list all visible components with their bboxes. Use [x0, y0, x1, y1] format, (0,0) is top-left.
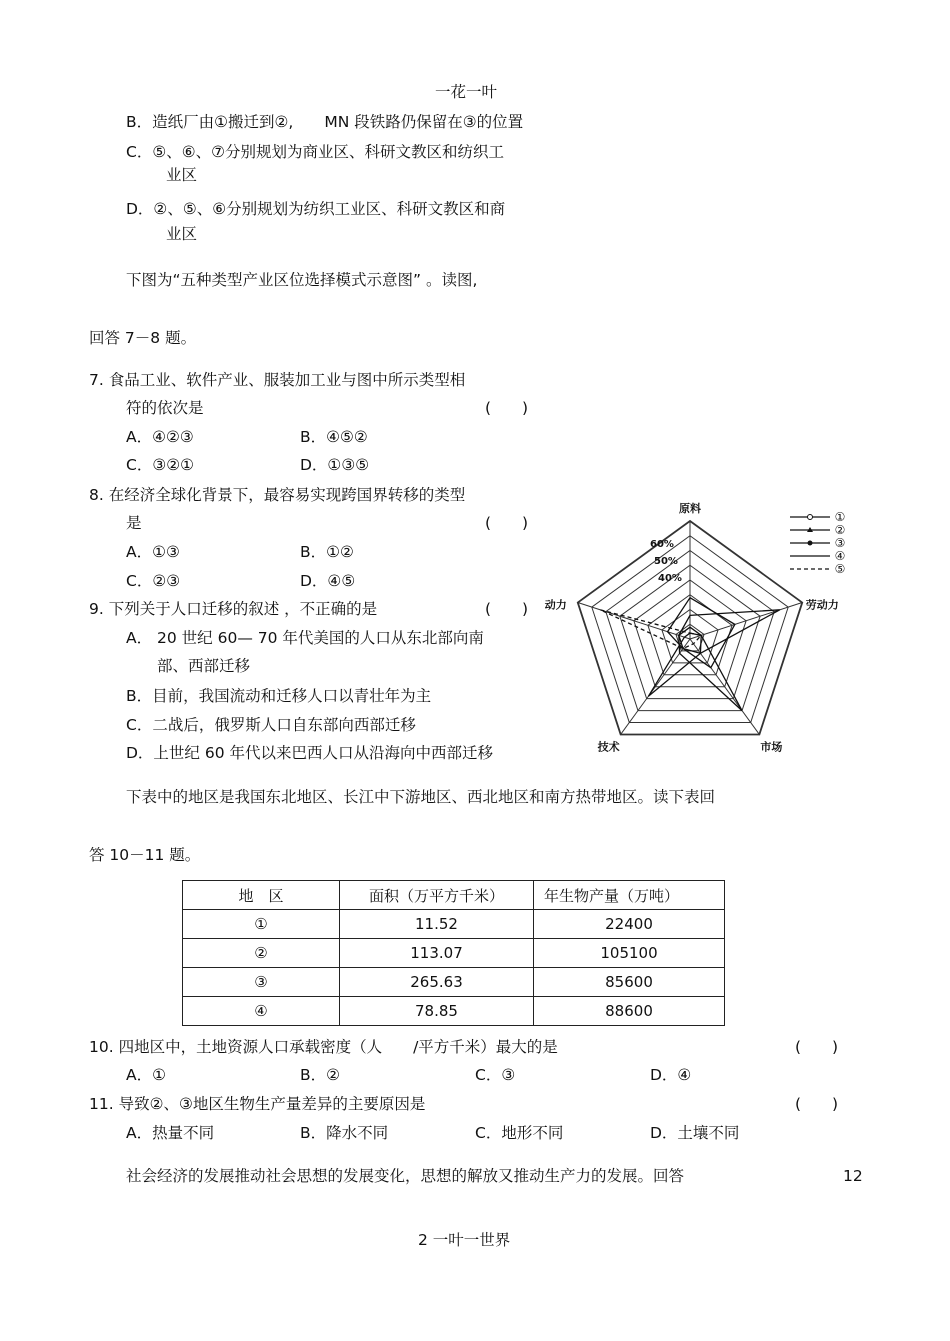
q9-option-c: C．二战后，俄罗斯人口自东部向西部迁移 [126, 716, 416, 734]
radar-legend-label: ④ [834, 549, 846, 563]
intro3-question-number: 12 [843, 1167, 863, 1185]
radar-ring-label: 40% [658, 573, 682, 584]
page-header: 一花一叶 [435, 83, 498, 101]
table-cell: 265.63 [340, 968, 534, 997]
table-row [183, 968, 725, 997]
table-cell: ③ [183, 968, 340, 997]
q9-option-b: B．目前，我国流动和迁移人口以青壮年为主 [126, 687, 432, 705]
region-data-table [182, 880, 725, 1026]
table-cell: 78.85 [340, 997, 534, 1026]
table-cell: 113.07 [340, 939, 534, 968]
radar-legend-label: ② [834, 523, 846, 537]
intro2-line2: 答 10－11 题。 [89, 846, 201, 864]
radar-axis-label: 技术 [597, 740, 620, 754]
q10-option-b: B．② [300, 1066, 341, 1084]
q7-option-b: B．④⑤② [300, 428, 368, 446]
table-header-output: 年生物产量（万吨） [534, 881, 725, 910]
radar-axis-label: 劳动力 [805, 598, 839, 612]
q8-option-d: D．④⑤ [300, 572, 356, 590]
q11-stem: 11. 导致②、③地区生物生产量差异的主要原因是 [89, 1095, 426, 1113]
q10-option-a: A．① [126, 1066, 166, 1084]
table-header-region: 地 区 [183, 881, 340, 910]
q10-option-d: D．④ [650, 1066, 692, 1084]
table-cell: 22400 [534, 910, 725, 939]
radar-axis-label: 动力 [544, 598, 567, 612]
q7-option-c: C．③②① [126, 456, 195, 474]
option-b-prev: B．造纸厂由①搬迁到②, MN 段铁路仍保留在③的位置 [126, 113, 524, 131]
table-cell: ④ [183, 997, 340, 1026]
q8-option-b: B．①② [300, 543, 354, 561]
page-footer: 2 一叶一世界 [418, 1231, 511, 1249]
q11-option-b: B．降水不同 [300, 1124, 389, 1142]
q9-option-a-line2: 部、西部迁移 [157, 657, 251, 675]
option-c-prev-line1: C．⑤、⑥、⑦分别规划为商业区、科研文教区和纺织工 [126, 143, 505, 161]
q11-option-d: D．土壤不同 [650, 1124, 740, 1142]
intro2-line1: 下表中的地区是我国东北地区、长江中下游地区、西北地区和南方热带地区。读下表回 [126, 788, 716, 806]
q7-option-d: D．①③⑤ [300, 456, 370, 474]
radar-ring-label: 60% [650, 539, 674, 550]
table-cell: 11.52 [340, 910, 534, 939]
table-header-row [183, 881, 725, 910]
q11-option-a: A．热量不同 [126, 1124, 215, 1142]
intro1-line2: 回答 7－8 题。 [89, 329, 197, 347]
q9-answer-paren: ( ) [485, 600, 529, 618]
radar-legend-marker [808, 541, 813, 546]
option-d-prev-line2: 业区 [166, 225, 198, 243]
radar-legend [790, 510, 845, 576]
industry-location-radar-chart [540, 497, 870, 757]
q9-option-a-line1: A． 20 世纪 60— 70 年代美国的人口从东北部向南 [126, 629, 484, 647]
q7-stem-line2: 符的依次是 [126, 399, 204, 417]
table-cell: 105100 [534, 939, 725, 968]
table-cell: 85600 [534, 968, 725, 997]
radar-ring-label: 50% [654, 556, 678, 567]
q10-answer-paren: ( ) [795, 1038, 839, 1056]
q9-option-d: D．上世纪 60 年代以来巴西人口从沿海向中西部迁移 [126, 744, 494, 762]
option-c-prev-line2: 业区 [166, 166, 198, 184]
radar-axis-label: 市场 [760, 740, 783, 754]
table-cell: 88600 [534, 997, 725, 1026]
q8-answer-paren: ( ) [485, 514, 529, 532]
intro1-line1: 下图为“五种类型产业区位选择模式示意图” 。读图, [126, 271, 478, 289]
q10-option-c: C．③ [475, 1066, 516, 1084]
radar-axis-label: 原料 [679, 502, 701, 515]
table-row [183, 997, 725, 1026]
table-cell: ② [183, 939, 340, 968]
table-cell: ① [183, 910, 340, 939]
q11-option-c: C．地形不同 [475, 1124, 564, 1142]
q11-answer-paren: ( ) [795, 1095, 839, 1113]
table-row [183, 939, 725, 968]
option-d-prev-line1: D．②、⑤、⑥分别规划为纺织工业区、科研文教区和商 [126, 200, 506, 218]
q9-stem: 9. 下列关于人口迁移的叙述 ，不正确的是 [89, 600, 378, 618]
q8-option-c: C．②③ [126, 572, 181, 590]
table-header-area: 面积（万平方千米） [340, 881, 534, 910]
radar-spoke [578, 603, 690, 639]
intro3-line1: 社会经济的发展推动社会思想的发展变化，思想的解放又推动生产力的发展。回答 [126, 1167, 685, 1185]
radar-legend-label: ③ [834, 536, 846, 550]
radar-legend-label: ① [834, 510, 846, 524]
q8-option-a: A．①③ [126, 543, 180, 561]
radar-series-polygon [600, 610, 701, 649]
q7-answer-paren: ( ) [485, 399, 529, 417]
q8-stem-line2: 是 [126, 514, 142, 532]
q10-stem: 10. 四地区中，土地资源人口承载密度（人 /平方千米）最大的是 [89, 1038, 558, 1056]
table-row [183, 910, 725, 939]
radar-series-polygon [679, 610, 780, 653]
q8-stem-line1: 8. 在经济全球化背景下，最容易实现跨国界转移的类型 [89, 486, 466, 504]
radar-legend-marker [808, 515, 813, 520]
q7-option-a: A．④②③ [126, 428, 194, 446]
q7-stem-line1: 7. 食品工业、软件产业、服装加工业与图中所示类型相 [89, 371, 466, 389]
radar-legend-label: ⑤ [834, 562, 846, 576]
